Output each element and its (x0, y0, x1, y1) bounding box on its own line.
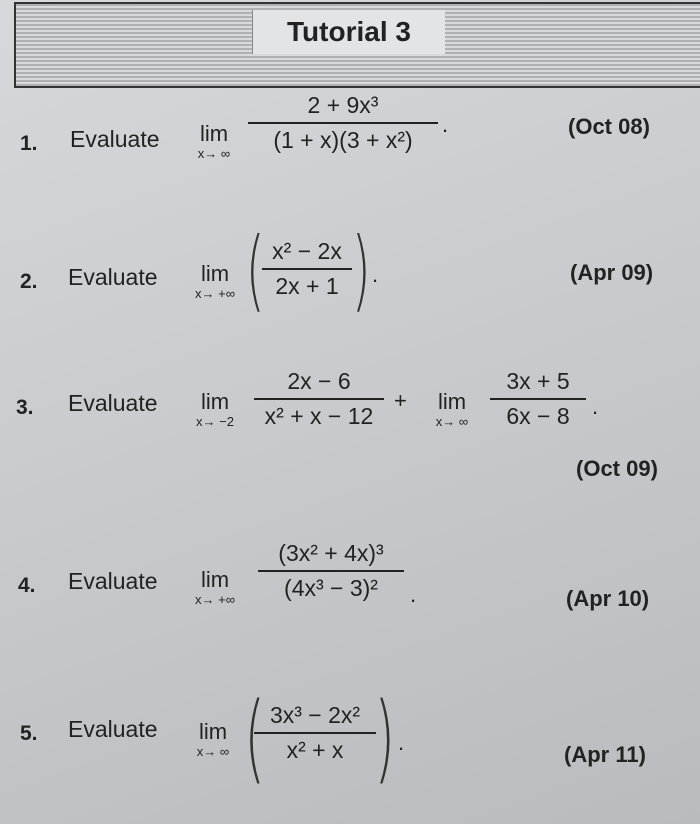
numerator: (3x² + 4x)³ (278, 540, 384, 566)
limit-subscript: x→ +∞ (195, 592, 235, 607)
fraction-1 (254, 368, 384, 430)
evaluate-label: Evaluate (70, 126, 160, 152)
lim-word: lim (200, 567, 230, 592)
evaluate-label: Evaluate (68, 390, 158, 416)
fraction-bar (254, 732, 376, 734)
denominator: (4x³ − 3)² (284, 575, 378, 601)
exam-date: (Oct 09) (576, 456, 658, 481)
fraction (258, 540, 404, 602)
denominator: 6x − 8 (506, 403, 570, 429)
page-title: Tutorial 3 (252, 10, 445, 54)
period: . (592, 394, 599, 419)
numerator: x² − 2x (272, 238, 342, 264)
fraction (248, 92, 438, 154)
fraction (254, 702, 376, 764)
lim-word: lim (437, 389, 467, 414)
left-paren: ( (244, 682, 266, 794)
limit-operator-2 (424, 390, 480, 430)
evaluate-label: Evaluate (68, 568, 158, 594)
period: . (398, 730, 405, 755)
title-banner (14, 2, 700, 88)
fraction-bar (258, 570, 404, 572)
numerator: 3x + 5 (506, 368, 570, 394)
right-paren: ) (351, 218, 371, 321)
fraction-bar (248, 122, 438, 124)
question-number: 5. (20, 722, 38, 745)
numerator: 2x − 6 (287, 368, 351, 394)
fraction-2 (490, 368, 586, 430)
limit-subscript: x→ ∞ (435, 414, 469, 429)
exam-date: (Apr 11) (564, 742, 646, 767)
plus-sign: + (394, 388, 407, 413)
exam-date: (Apr 09) (570, 260, 654, 285)
lim-word: lim (200, 389, 230, 414)
question-number: 2. (20, 270, 38, 293)
denominator: x² + x − 12 (264, 403, 374, 429)
exam-date: (Apr 10) (566, 586, 650, 611)
limit-operator (182, 568, 248, 608)
question-number: 3. (16, 396, 34, 419)
fraction (262, 238, 352, 300)
limit-operator (182, 262, 248, 302)
lim-word: lim (200, 261, 230, 286)
numerator: 3x³ − 2x² (269, 702, 361, 728)
period: . (372, 262, 379, 287)
fraction-bar (262, 268, 352, 270)
period: . (442, 112, 449, 137)
numerator: 2 + 9x³ (307, 92, 379, 118)
limit-operator (184, 390, 246, 430)
fraction-bar (254, 398, 384, 400)
lim-word: lim (198, 719, 228, 744)
exam-date: (Oct 08) (568, 114, 650, 139)
question-number: 4. (18, 574, 36, 597)
denominator: 2x + 1 (275, 273, 339, 299)
question-number: 1. (20, 132, 38, 155)
fraction-bar (490, 398, 586, 400)
lim-word: lim (199, 121, 229, 146)
evaluate-label: Evaluate (68, 716, 158, 742)
right-paren: ) (374, 682, 396, 794)
denominator: x² + x (286, 737, 344, 763)
period: . (410, 582, 417, 607)
limit-subscript: x→ ∞ (196, 744, 230, 759)
limit-subscript: x→ ∞ (197, 146, 231, 161)
evaluate-label: Evaluate (68, 264, 158, 290)
limit-subscript: x→ −2 (196, 414, 234, 429)
limit-subscript: x→ +∞ (195, 286, 235, 301)
limit-operator (183, 122, 245, 162)
left-paren: ( (245, 218, 265, 321)
denominator: (1 + x)(3 + x²) (273, 127, 413, 153)
limit-operator (182, 720, 244, 760)
